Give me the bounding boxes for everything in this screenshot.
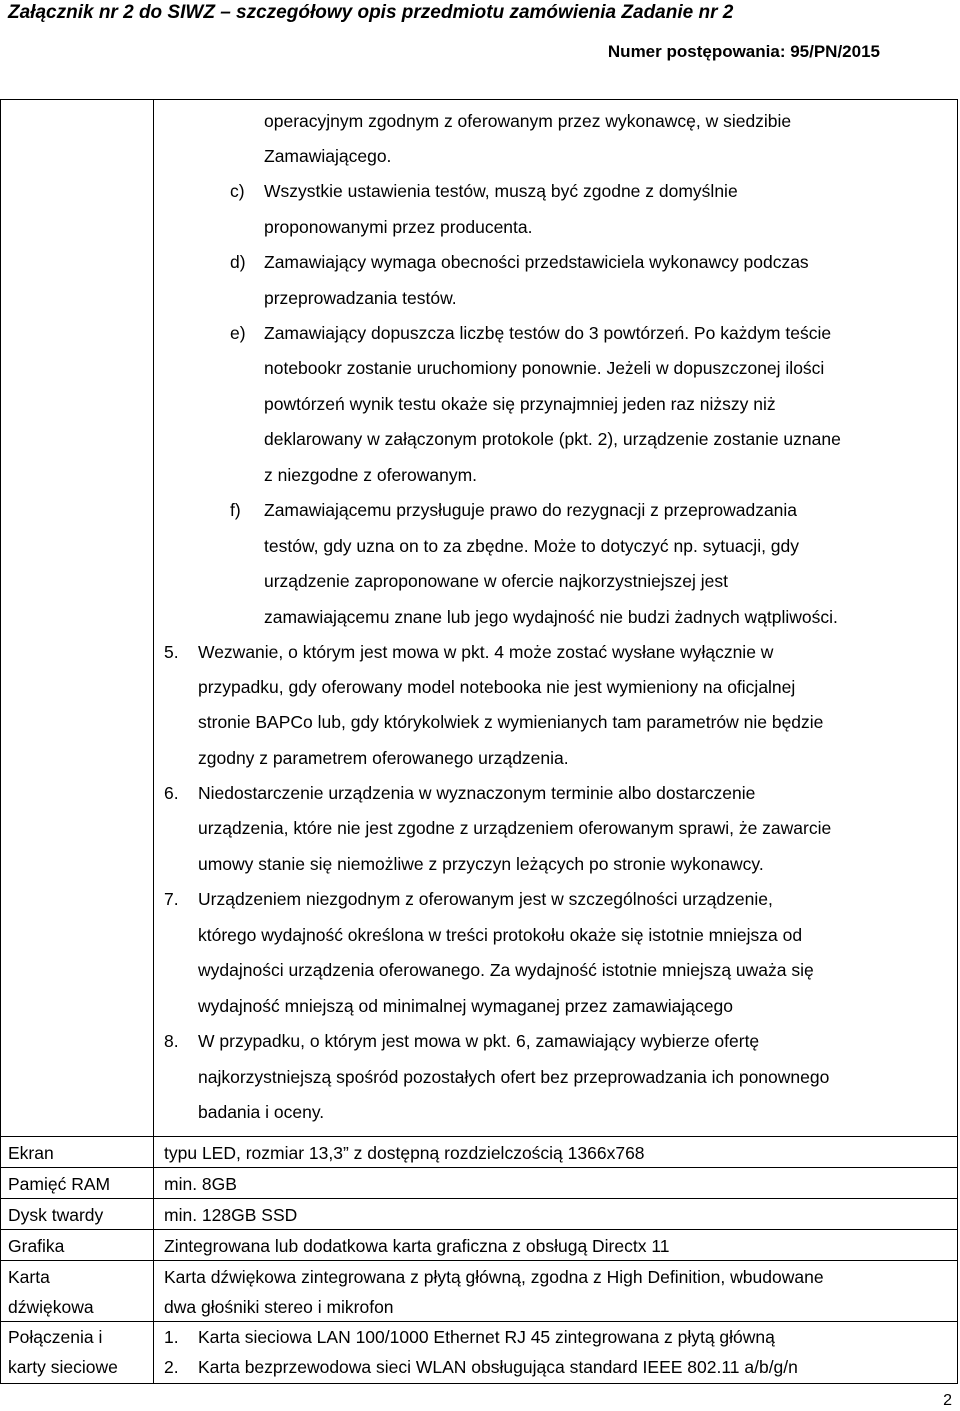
spec-label: Połączenia i — [8, 1327, 103, 1347]
document-header-title: Załącznik nr 2 do SIWZ – szczegółowy opis przedmiotu zamówienia Zadanie nr 2 — [8, 2, 734, 23]
text-line: urządzenia, które nie jest zgodne z urządzeniem oferowanym sprawi, że zawarcie — [198, 818, 832, 838]
item-number: 1. — [164, 1327, 179, 1347]
item-letter: f) — [230, 500, 241, 520]
text-line: zgodny z parametrem oferowanego urządzenia. — [198, 748, 569, 768]
item-number: 5. — [164, 642, 179, 662]
item-letter: e) — [230, 323, 246, 343]
item-number: 6. — [164, 783, 179, 803]
spec-label: Karta — [8, 1267, 50, 1287]
text-line: przypadku, gdy oferowany model notebooka nie jest wymieniony na oficjalnej — [198, 677, 796, 697]
item-number: 2. — [164, 1357, 179, 1377]
text-line: z niezgodne z oferowanym. — [264, 465, 478, 485]
text-line: którego wydajność określona w treści protokołu okaże się istotnie mniejsza od — [198, 925, 803, 945]
text-line: urządzenie zaproponowane w ofercie najkorzystniejszej jest — [264, 571, 728, 591]
text-line: umowy stanie się niemożliwe z przyczyn leżących po stronie wykonawcy. — [198, 854, 764, 874]
page-number: 2 — [943, 1392, 952, 1409]
table-row-divider — [0, 1136, 958, 1137]
text-line: W przypadku, o którym jest mowa w pkt. 6, zamawiający wybierze ofertę — [198, 1031, 760, 1051]
spec-value: Karta dźwiękowa zintegrowana z płytą główną, zgodna z High Definition, wbudowane — [164, 1267, 824, 1287]
item-number: 8. — [164, 1031, 179, 1051]
text-line: Niedostarczenie urządzenia w wyznaczonym terminie albo dostarczenie — [198, 783, 756, 803]
table-row-divider — [0, 1229, 958, 1230]
text-line: Wszystkie ustawienia testów, muszą być zgodne z domyślnie — [264, 181, 738, 201]
text-line: operacyjnym zgodnym z oferowanym przez wykonawcę, w siedzibie — [264, 111, 792, 131]
text-line: Zamawiającego. — [264, 146, 392, 166]
spec-label: karty sieciowe — [8, 1357, 118, 1377]
spec-value: dwa głośniki stereo i mikrofon — [164, 1297, 394, 1317]
text-line: stronie BAPCo lub, gdy którykolwiek z wymienianych tam parametrów nie będzie — [198, 712, 824, 732]
spec-label: Pamięć RAM — [8, 1174, 111, 1194]
text-line: Zamawiający dopuszcza liczbę testów do 3 powtórzeń. Po każdym teście — [264, 323, 832, 343]
text-line: najkorzystniejszą spośród pozostałych ofert bez przeprowadzania ich ponownego — [198, 1067, 830, 1087]
text-line: notebookr zostanie uruchomiony ponownie. Jeżeli w dopuszczonej ilości — [264, 358, 825, 378]
spec-label: Ekran — [8, 1143, 54, 1163]
item-letter: d) — [230, 252, 246, 272]
procedure-number: Numer postępowania: 95/PN/2015 — [607, 42, 880, 61]
text-line: testów, gdy uzna on to za zbędne. Może to dotyczyć np. sytuacji, gdy — [264, 536, 800, 556]
spec-value: min. 8GB — [164, 1174, 237, 1194]
table-column-divider — [153, 99, 154, 1384]
table-row-divider — [0, 1167, 958, 1168]
text-line: wydajność mniejszą od minimalnej wymaganej przez zamawiającego — [198, 996, 733, 1016]
spec-label: dźwiękowa — [8, 1297, 94, 1317]
text-line: przeprowadzania testów. — [264, 288, 457, 308]
text-line: deklarowany w załączonym protokole (pkt. 2), urządzenie zostanie uznane — [264, 429, 841, 449]
text-line: Urządzeniem niezgodnym z oferowanym jest w szczególności urządzenie, — [198, 889, 773, 909]
item-letter: c) — [230, 181, 245, 201]
table-row-divider — [0, 1198, 958, 1199]
text-line: zamawiającemu znane lub jego wydajność nie budzi żadnych wątpliwości. — [264, 607, 838, 627]
text-line: Wezwanie, o którym jest mowa w pkt. 4 może zostać wysłane wyłącznie w — [198, 642, 774, 662]
text-line: wydajności urządzenia oferowanego. Za wydajność istotnie mniejszą uważa się — [198, 960, 814, 980]
table-row-divider — [0, 1321, 958, 1322]
spec-label: Grafika — [8, 1236, 65, 1256]
text-line: proponowanymi przez producenta. — [264, 217, 533, 237]
spec-label: Dysk twardy — [8, 1205, 104, 1225]
text-line: Zamawiającemu przysługuje prawo do rezygnacji z przeprowadzania — [264, 500, 798, 520]
spec-table — [0, 99, 958, 1384]
spec-value: Karta sieciowa LAN 100/1000 Ethernet RJ 45 zintegrowana z płytą główną — [198, 1327, 775, 1347]
spec-value: typu LED, rozmiar 13,3” z dostępną rozdzielczością 1366x768 — [164, 1143, 645, 1163]
spec-value: min. 128GB SSD — [164, 1205, 298, 1225]
spec-value: Zintegrowana lub dodatkowa karta graficzna z obsługą Directx 11 — [164, 1236, 670, 1256]
text-line: powtórzeń wynik testu okaże się przynajmniej jeden raz niższy niż — [264, 394, 776, 414]
table-row-divider — [0, 1260, 958, 1261]
item-number: 7. — [164, 889, 179, 909]
text-line: badania i oceny. — [198, 1102, 325, 1122]
text-line: Zamawiający wymaga obecności przedstawiciela wykonawcy podczas — [264, 252, 809, 272]
spec-value: Karta bezprzewodowa sieci WLAN obsługująca standard IEEE 802.11 a/b/g/n — [198, 1357, 798, 1377]
